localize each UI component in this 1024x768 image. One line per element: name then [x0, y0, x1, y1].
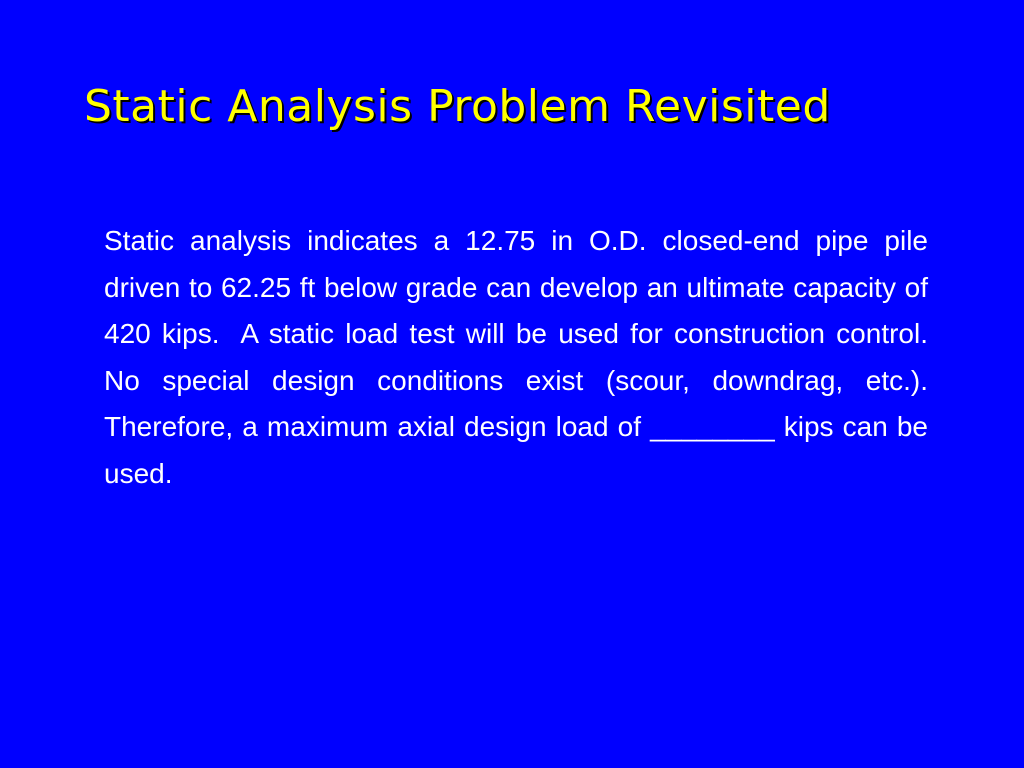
slide-title: Static Analysis Problem Revisited: [84, 81, 831, 132]
slide-body-text: Static analysis indicates a 12.75 in O.D. closed-end pipe pile driven to 62.25 ft below grade can develop an ultimate capacity of 420 kips. A static load test will be used for construction control. No special design conditions exist (scour, downdrag, etc.). Therefore, a maximum axial design load of ________ kips can be used.: [104, 225, 944, 489]
